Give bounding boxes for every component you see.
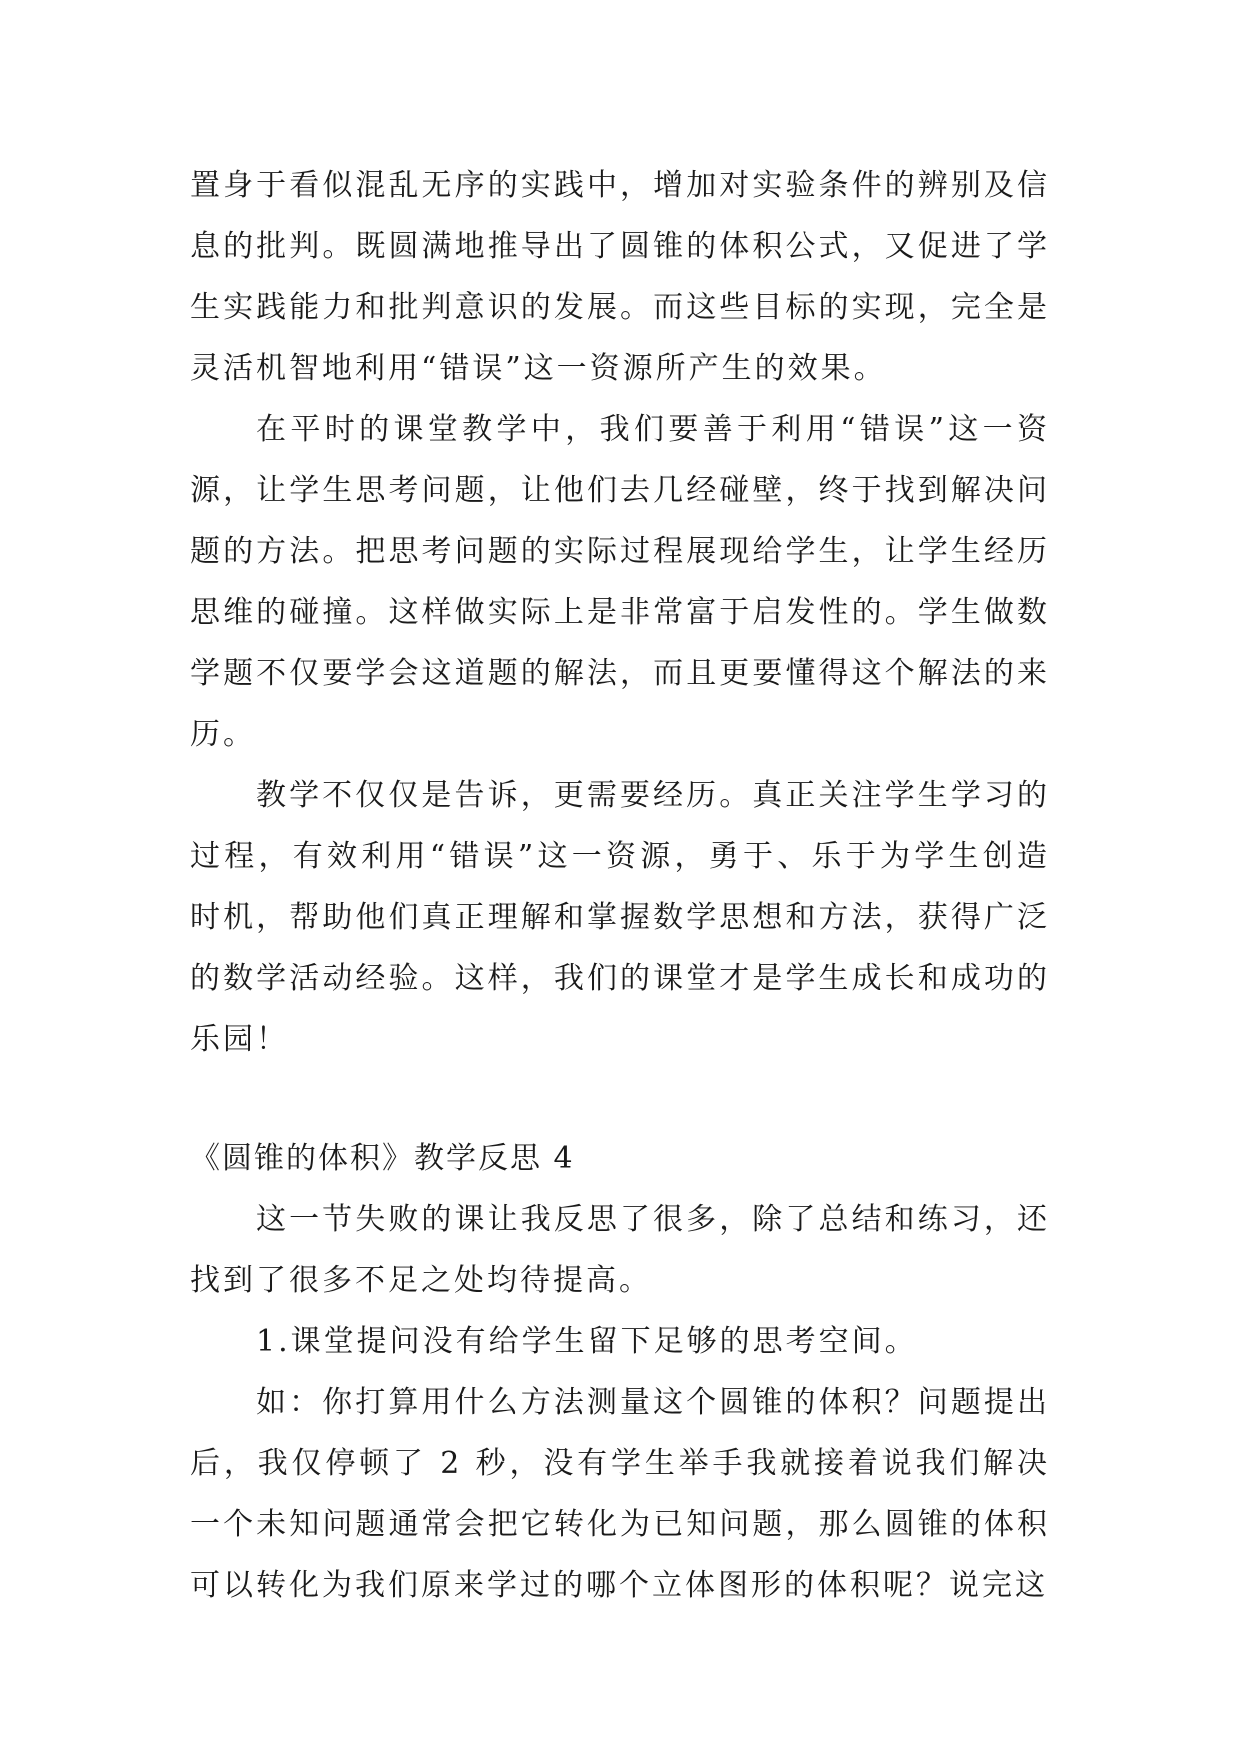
document-body <box>190 155 1050 1616</box>
section-title: 《圆锥的体积》教学反思 4 <box>190 1141 575 1176</box>
paragraph-teaching-experience: 教学不仅仅是告诉，更需要经历。真正关注学生学习的过程，有效利用“错误”这一资源，勇于、乐于为学生创造时机，帮助他们真正理解和掌握数学思想和方法，获得广泛的数学活动经验。这样，我们的课堂才是学生成长和成功的乐园！ <box>190 778 1050 1057</box>
paragraph-point-1: 1.课堂提问没有给学生留下足够的思考空间。 <box>256 1324 918 1359</box>
paragraph-failed-lesson: 这一节失败的课让我反思了很多，除了总结和练习，还找到了很多不足之处均待提高。 <box>190 1202 1050 1298</box>
paragraph-continuation: 置身于看似混乱无序的实践中，增加对实验条件的辨别及信息的批判。既圆满地推导出了圆锥的体积公式，又促进了学生实践能力和批判意识的发展。而这些目标的实现，完全是灵活机智地利用“错误”这一资源所产生的效果。 <box>190 168 1050 386</box>
paragraph-example: 如：你打算用什么方法测量这个圆锥的体积？问题提出后，我仅停顿了 2 秒，没有学生举手我就接着说我们解决一个未知问题通常会把它转化为已知问题，那么圆锥的体积可以转化为我们原来学过的哪个立体图形的体积呢？说完这 <box>190 1385 1050 1603</box>
paragraph-error-resource: 在平时的课堂教学中，我们要善于利用“错误”这一资源，让学生思考问题，让他们去几经碰壁，终于找到解决问题的方法。把思考问题的实际过程展现给学生，让学生经历思维的碰撞。这样做实际上是非常富于启发性的。学生做数学题不仅要学会这道题的解法，而且更要懂得这个解法的来历。 <box>190 412 1050 752</box>
